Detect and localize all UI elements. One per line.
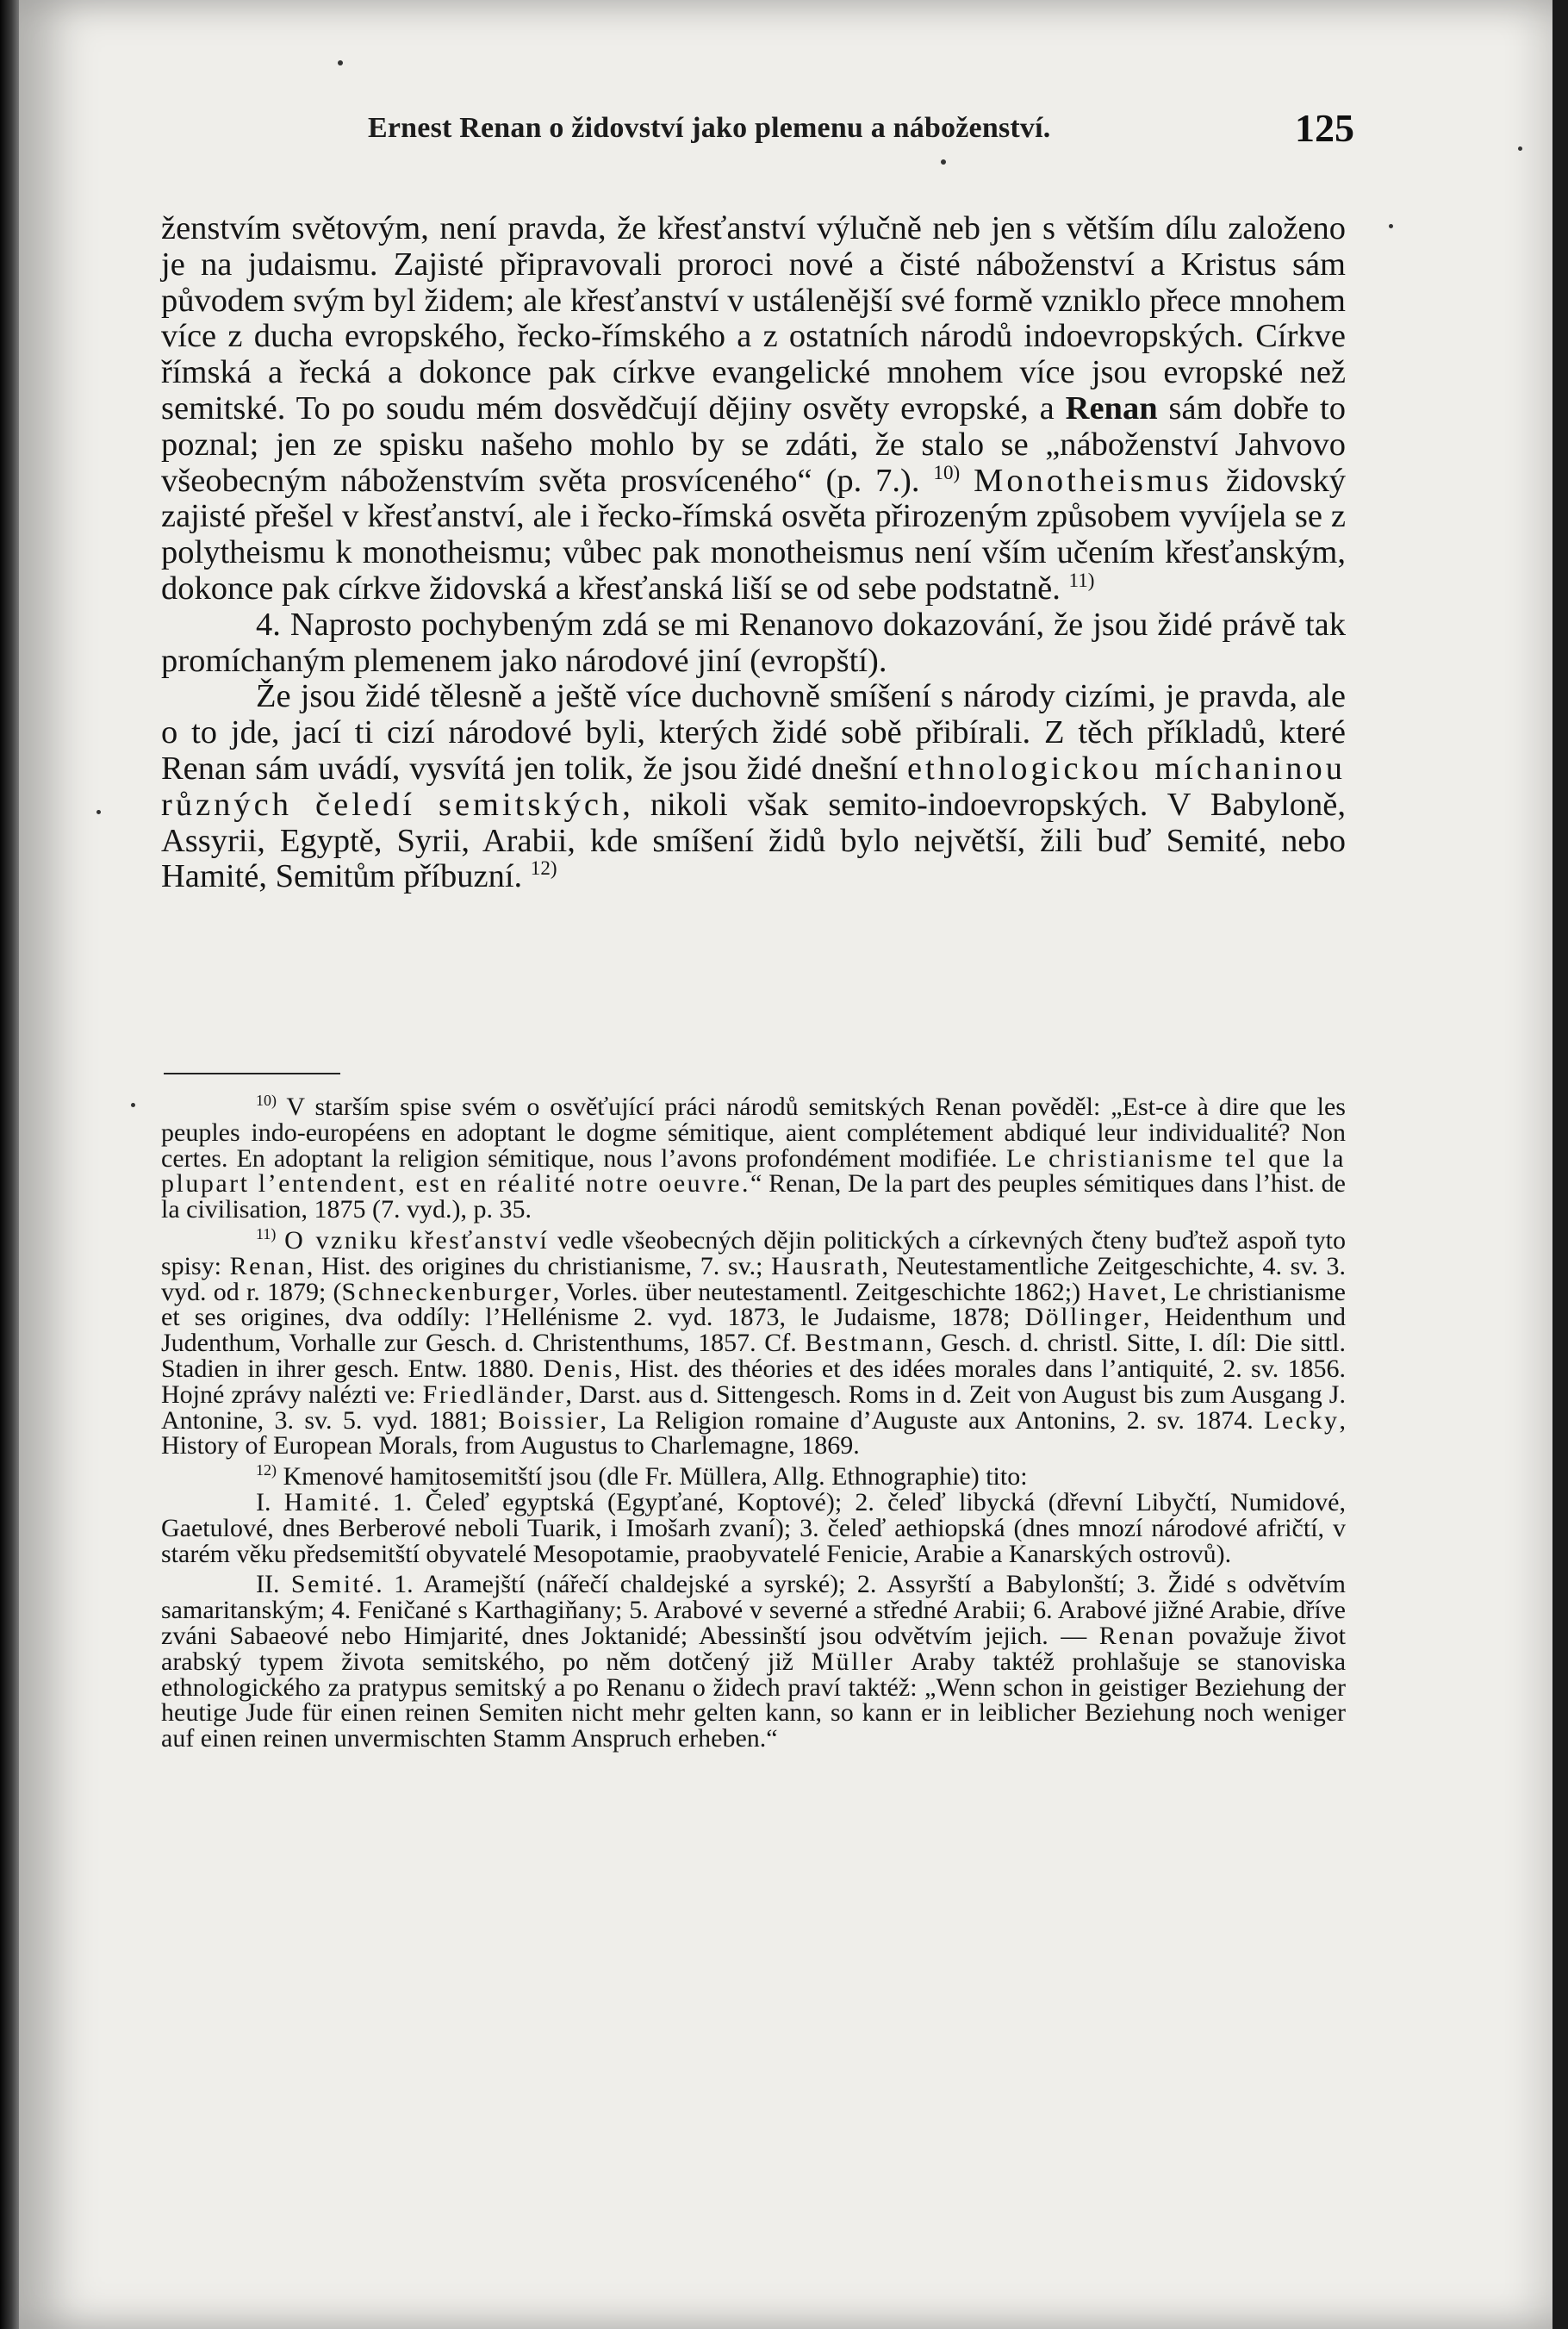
footnote-ref-12: 12): [530, 856, 557, 880]
print-speck: [941, 159, 946, 165]
paragraph-1: ženstvím světovým, není pravda, že křesťanství výlučně neb jen s větším dílu založeno je na judaismu. Zajisté připravovali proroci nové a čisté náboženství a Kristus sám původem svým byl židem; ale křesťanství v ustálenější své formě vzniklo přece mnohem více z ducha evropského, řecko-římského a z ostatních národů indoevropských. Církve římská a řecká a dokonce pak církve evangelické mnohem více jsou evropské než semitské. To po soudu mém dosvědčují dějiny osvěty evropské, a Renan sám dobře to poznal; jen ze spisku našeho mohlo by se zdáti, že stalo se „náboženství Jahvovo všeobecným náboženstvím světa prosvíceného“ (p. 7.). $^{10)}$ Monotheismus židovský zajisté přešel v křesťanství, ale i řecko-římská osvěta přirozeným způsobem vyvíjela se z polytheismu k monotheismu; vůbec pak monotheismus není vším učením křesťanským, dokonce pak církve židovská a křesťanská liší se od sebe podstatně. $^{11)}$: [161, 210, 1347, 607]
footnote-12: $^{12)}$ Kmenové hamitosemitští jsou (dle Fr. Müllera, Allg. Ethnographie) tito:: [256, 1461, 1028, 1491]
footnotes: [161, 1094, 1346, 1752]
main-text: [161, 211, 1346, 895]
footnote-12-hamites: I. Hamité. 1. Čeleď egyptská (Egypťané, Koptové); 2. čeleď libycká (dřevní Libyčtí, Numidové, Gaetulové, dnes Berberové neboli Tuarik, i Imošarh zvaní); 3. čeleď aethiopská (dnes mnozí národové afričtí, v starém věku předsemitští obyvatelé Mesopotamie, praobyvatelé Fenicie, Arabie a Kanarských ostrovů).: [161, 1487, 1346, 1568]
footnote-11: $^{11)}$ O vzniku křesťanství vedle všeobecných dějin politických a církevných čteny buďtež aspoň tyto spisy: Renan, Hist. des origines du christianisme, 7. sv.; Hausrath, Neutestamentliche Zeitgeschichte, 4. sv. 3. vyd. od r. 1879; (Schneckenburger, Vorles. über neutestamentl. Zeitgeschichte 1862;) Havet, Le christianisme et ses origines, dva oddíly: l’Hellénisme 2. vyd. 1873, le Judaisme, 1878; Döllinger, Heidenthum und Judenthum, Vorhalle zur Gesch. d. Christenthums, 1857. Cf. Bestmann, Gesch. d. christl. Sitte, I. díl: Die sittl. Stadien in ihrer gesch. Entw. 1880. Denis, Hist. des théories et des idées morales dans l’antiquité, 2. sv. 1856. Hojné zprávy nalézti ve: Friedländer, Darst. aus d. Sittengesch. Roms in d. Zeit von August bis zum Ausgang J. Antonine, 3. sv. 5. vyd. 1881; Boissier, La Religion romaine d’Auguste aux Antonins, 2. sv. 1874. Lecky, History of European Morals, from Augustus to Charlemagne, 1869.: [161, 1224, 1347, 1460]
print-speck: [338, 60, 343, 65]
paragraph-3: Že jsou židé tělesně a ještě více duchovně smíšení s národy cizími, je pravda, ale o to jde, jací ti cizí národové byli, kterých židé sobě přibírali. Z těch příkladů, které Renan sám uvádí, vysvítá jen tolik, že jsou židé dnešní ethnologickou míchaninou různých čeledí semitských, nikoli však semito-indoevropských. V Babyloně, Assyrii, Egyptě, Syrii, Arabii, kde smíšení židů bylo největší, žili buď Semité, nebo Hamité, Semitům příbuzní. $^{12)}$: [161, 678, 1346, 895]
print-speck: [1389, 224, 1393, 228]
footnote-10: $^{10)}$ V starším spise svém o osvěťující práci národů semitských Renan pověděl: „Est-ce à dire que les peuples indo-européens en adoptant le dogme sémitique, aient complétement abdiqué leur individualité? Non certes. En adoptant la religion sémitique, nous l’avons profondément modifiée. Le christianisme tel que la plupart l’entendent, est en réalité notre oeuvre.“ Renan, De la part des peuples sémitiques dans l’hist. de la civilisation, 1875 (7. vyd.), p. 35.: [161, 1092, 1346, 1224]
print-speck: [131, 1103, 135, 1107]
paragraph-2: 4. Naprosto pochybeným zdá se mi Renanovo dokazování, že jsou židé právě tak promíchaným plemenem jako národové jiní (evropští).: [161, 606, 1346, 679]
footnote-divider: [164, 1073, 340, 1074]
print-speck: [96, 810, 101, 814]
running-title: Ernest Renan o židovství jako plemenu a náboženství.: [368, 112, 1051, 144]
print-speck: [1518, 146, 1522, 151]
footnote-12-semites: II. Semité. 1. Aramejští (nářečí chaldejské a syrské); 2. Assyrští a Babylonští; 3. Židé s odvětvím samaritanským; 4. Feničané s Karthagiňany; 5. Arabové v severné a středné Arabii; 6. Arabové jižné Arabie, dříve zváni Sabaeové nebo Himjarité, dnes Joktanidé; Abessinští jsou odvětvím jejich. — Renan považuje život arabský typem života semitského, po něm dotčený již Müller Araby taktéž prohlašuje se stanoviska ethnologického za pratypus semitský a po Renanu o židech praví taktéž: „Wenn schon in geistiger Beziehung der heutige Jude für einen reinen Semiten nicht mehr gelten kann, so kann er in leiblicher Beziehung noch weniger auf einen reinen unvermischten Stamm Anspruch erheben.“: [161, 1570, 1347, 1753]
book-page: [19, 0, 1552, 2329]
book-spine-shadow: [0, 0, 19, 2329]
footnote-ref-11: 11): [1068, 569, 1095, 592]
page-number: 125: [1295, 106, 1354, 150]
author-name: Renan: [1065, 389, 1158, 427]
spaced-quote: Le christianisme tel que la plupart l’entendent, est en réalité notre oeuvre.: [161, 1143, 1346, 1199]
footnote-ref-10: 10): [933, 460, 961, 483]
spaced-term: ethnologickou míchaninou různých čeledí semitských: [161, 750, 1346, 823]
spaced-term: Monotheismus: [974, 462, 1213, 499]
